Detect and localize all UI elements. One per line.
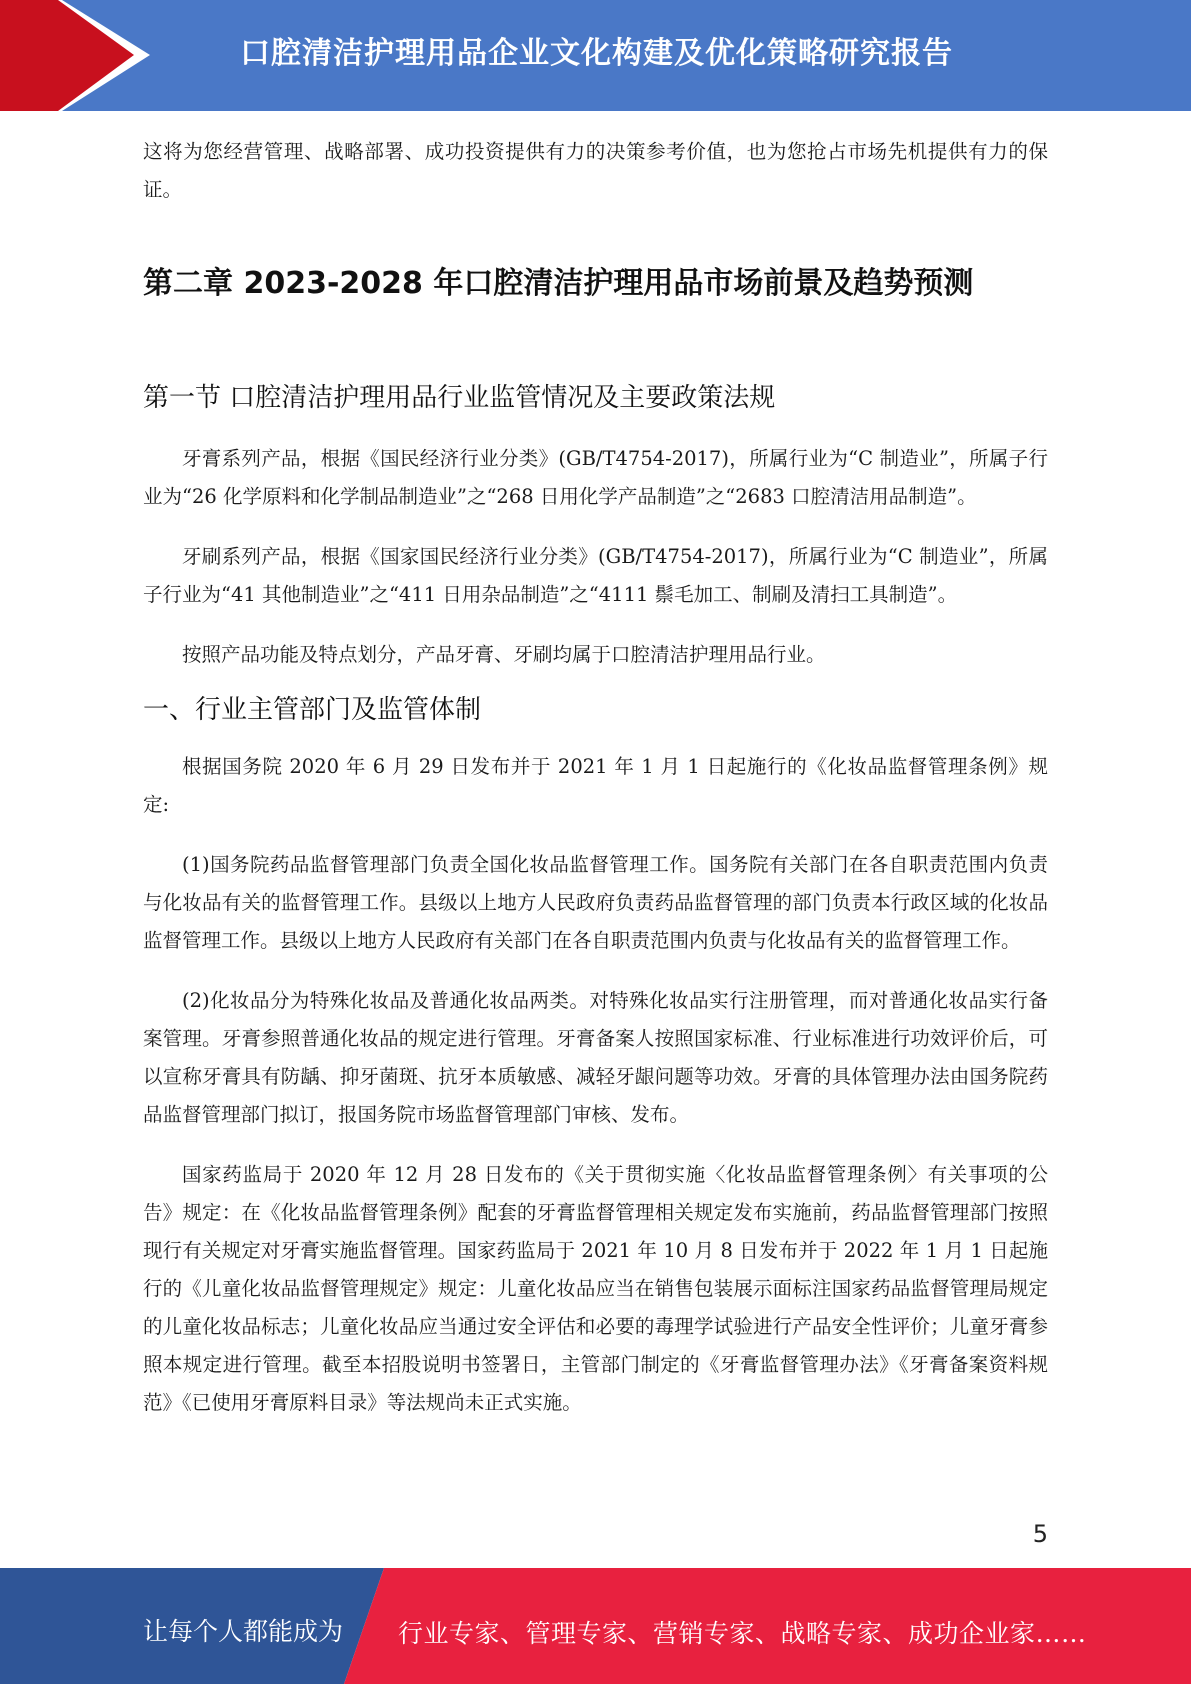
paragraph-regulation-intro: 根据国务院 2020 年 6 月 29 日发布并于 2021 年 1 月 1 日起施行的《化妆品监督管理条例》规定: [143, 755, 1048, 816]
paragraph-classification: 按照产品功能及特点划分，产品牙膏、牙刷均属于口腔清洁护理用品行业。 [182, 643, 826, 666]
header-arrow-icon [0, 0, 160, 111]
page-content [143, 133, 1048, 1422]
chapter-title: 第二章 2023-2028 年口腔清洁护理用品市场前景及趋势预测 [143, 266, 974, 301]
footer-slogan-left: 让每个人都能成为 [143, 1617, 344, 1646]
paragraph-regulation-2: (2)化妆品分为特殊化妆品及普通化妆品两类。对特殊化妆品实行注册管理，而对普通化妆品实行备案管理。牙膏参照普通化妆品的规定进行管理。牙膏备案人按照国家标准、行业标准进行功效评价后，可以宣称牙膏具有防龋、抑牙菌斑、抗牙本质敏感、减轻牙龈问题等功效。牙膏的具体管理办法由国务院药品监督管理部门拟订，报国务院市场监督管理部门审核、发布。 [143, 989, 1048, 1126]
paragraph-nmpa-notice: 国家药监局于 2020 年 12 月 28 日发布的《关于贯彻实施〈化妆品监督管理条例〉有关事项的公告》规定：在《化妆品监督管理条例》配套的牙膏监督管理相关规定发布实施前，药品监督管理部门按照现行有关规定对牙膏实施监督管理。国家药监局于 2021 年 10 月 8 日发布并于 2022 年 1 月 1 日起施行的《儿童化妆品监督管理规定》规定：儿童化妆品应当在销售包装展示面标注国家药品监督管理局规定的儿童化妆品标志；儿童化妆品应当通过安全评估和必要的毒理学试验进行产品安全性评价；儿童牙膏参照本规定进行管理。截至本招股说明书签署日，主管部门制定的《牙膏监督管理办法》《牙膏备案资料规范》《已使用牙膏原料目录》等法规尚未正式实施。 [143, 1163, 1048, 1414]
footer-banner [0, 1568, 1191, 1684]
paragraph-regulation-1: (1)国务院药品监督管理部门负责全国化妆品监督管理工作。国务院有关部门在各自职责范围内负责与化妆品有关的监督管理工作。县级以上地方人民政府负责药品监督管理的部门负责本行政区域的化妆品监督管理工作。县级以上地方人民政府有关部门在各自职责范围内负责与化妆品有关的监督管理工作。 [143, 853, 1048, 952]
header-banner [0, 0, 1191, 111]
report-title: 口腔清洁护理用品企业文化构建及优化策略研究报告 [240, 36, 953, 71]
section-title: 第一节 口腔清洁护理用品行业监管情况及主要政策法规 [143, 383, 776, 413]
page-number: 5 [1032, 1520, 1048, 1548]
intro-paragraph: 这将为您经营管理、战略部署、成功投资提供有力的决策参考价值，也为您抢占市场先机提供有力的保证。 [143, 140, 1048, 201]
paragraph-toothbrush: 牙刷系列产品，根据《国家国民经济行业分类》(GB/T4754-2017)，所属行业为“C 制造业”，所属子行业为“41 其他制造业”之“411 日用杂品制造”之“4111 鬃毛加工、制刷及清扫工具制造”。 [143, 545, 1048, 606]
subsection-title: 一、行业主管部门及监管体制 [143, 695, 482, 725]
footer-slogan-right: 行业专家、管理专家、营销专家、战略专家、成功企业家…… [398, 1619, 1087, 1648]
paragraph-toothpaste: 牙膏系列产品，根据《国民经济行业分类》(GB/T4754-2017)，所属行业为“C 制造业”，所属子行业为“26 化学原料和化学制品制造业”之“268 日用化学产品制造”之“2683 口腔清洁用品制造”。 [143, 447, 1048, 508]
